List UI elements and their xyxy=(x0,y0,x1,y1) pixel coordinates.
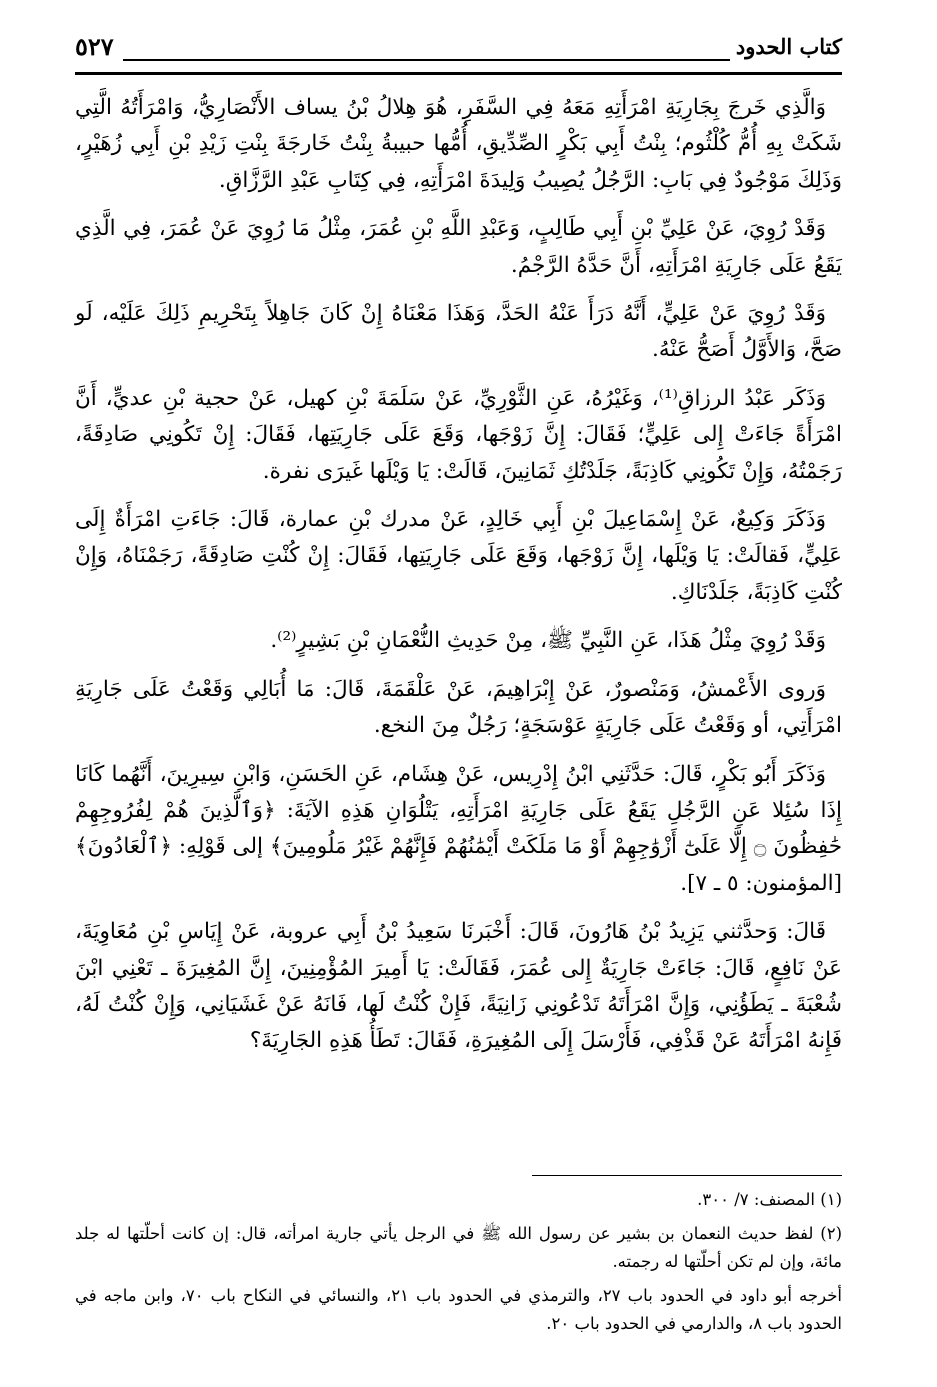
paragraph: وَذَكَر عَبْدُ الرزاقِ⁽¹⁾، وَغَيْرُهُ، عَنِ الثَّوْرِيِّ، عَنْ سَلَمَةَ بْنِ كهيل، عَنْ حجية بْنِ عديٍّ، أَنَّ امْرَأَةً جَاءَتْ إِلى عَلِيٍّ؛ فَقَالَ: إِنَّ زَوْجَها، وَقَعَ عَلَى جَارِيَتِها، فَقَالَ: إِنْ تَكُونِي صَادِقَةً، رَجَمْتُهُ، وَإِنْ تَكُونِي كَاذِبَةً، جَلَدْتُكِ ثَمَانِينَ، قَالَتْ: يَا وَيْلَها غَيرَى نفرة. xyxy=(75,385,842,484)
footnote-separator xyxy=(532,1175,842,1176)
footnote: (٢) لفظ حديث النعمان بن بشير عن رسول الله ﷺ في الرجل يأتي جارية امرأته، قال: إن كانت أحلّتها له جلد مائة، وإن لم تكن أحلّتها له رجمته. xyxy=(75,1224,842,1271)
paragraph: وَروى الأَعْمشُ، وَمَنْصورٌ، عَنْ إِبْرَاهِيمَ، عَنْ عَلْقَمَةَ، قَالَ: مَا أُبَالِي وَقَعْتُ عَلَى جَارِيَةِ امْرَأَتِي، أو وَقَعْتُ عَلَى جَارِيَةٍ عَوْسَجَةٍ؛ رَجُلٌ مِنَ النخع. xyxy=(75,676,842,739)
header-leader-line xyxy=(123,59,730,61)
paragraph: قَالَ: وَحدَّثني يَزِيدُ بْنُ هَارُونَ، قَالَ: أَخْبَرنَا سَعِيدُ بْنُ أَبِي عروبة، عَنْ إِيَاسِ بْنِ مُعَاوِيَةَ، عَنْ نَافِعٍ، قَالَ: جَاءَتْ جَارِيَةٌ إِلى عُمَرَ، فَقَالَتْ: يَا أَمِيرَ المُؤْمِنِينَ، إِنَّ المُغِيرَةَ ـ تَعْنِي ابْنَ شُعْبَةَ ـ يَطَؤُنِي، وَإِنَّ امْرَأَتَهُ تَدْعُونِي زَانِيَةً، فَإِنْ كُنْتُ لَها، فَانَهُ عَنْ غَشَيَانِي، وَإِنْ كُنْتُ لَهُ، فَإِنهُ امْرَأَتَهُ عَنْ قَذْفِي، فَأَرْسَلَ إِلَى المُغِيرَةِ، فَقَالَ: تَطَأُ هَذِهِ الجَارِيَةَ؟ xyxy=(75,919,842,1054)
paragraph: وَقَدْ رُوِيَ مِثْلُ هَذَا، عَنِ النَّبِيِّ ﷺ، مِنْ حَدِيثِ النُّعْمَانِ بْنِ بَشِيرٍ⁽²⁾. xyxy=(270,628,826,654)
page-header xyxy=(75,30,842,70)
main-text xyxy=(75,90,842,1072)
paragraph: وَالَّذِي خَرجَ بِجَارِيَةِ امْرَأَتِهِ مَعَهُ فِي السَّفَرِ، هُوَ هِلالُ بْنُ يساف الأَنْصَارِيُّ، وَامْرَأَتُهُ الَّتِي شَكَتْ بِهِ أُمُّ كُلْثُوم؛ بِنْتُ أَبِي بَكْرٍ الصِّدِّيقِ، أُمُّها حبيبةُ بِنْتُ خَارجَةَ بِنْتِ زَيْدِ بْنِ أَبِي زُهَيْرٍ، وَذَلِكَ مَوْجُودٌ فِي بَابِ: الرَّجُلُ يُصِيبُ وَلِيدَةَ امْرَأَتِهِ، فِي كِتَابِ عَبْدِ الرَّزَّاقِ. xyxy=(75,95,842,193)
running-title: كتاب الحدود xyxy=(735,34,842,59)
footnote: (١) المصنف: ٧/ ٣٠٠. xyxy=(697,1190,842,1209)
footnotes xyxy=(75,1186,842,1344)
paragraph: وَقَدْ رُوِيَ عَنْ عَلِيٍّ، أَنَّهُ دَرَأَ عَنْهُ الحَدَّ، وَهَذَا مَعْنَاهُ إِنْ كَانَ جَاهِلاً بِتَحْرِيمِ ذَلِكَ عَلَيْه، لَو صَحَّ، وَالأَوَّلُ أَصَحُّ عَنْهُ. xyxy=(75,301,842,363)
footnote: أخرجه أبو داود في الحدود باب ٢٧، والترمذي في الحدود باب ٢١، والنسائي في النكاح باب ٧٠، وابن ماجه في الحدود باب ٨، والدارمي في الحدود باب ٢٠. xyxy=(75,1286,842,1333)
header-rule xyxy=(75,72,842,75)
paragraph: وَذَكَرَ أَبُو بَكْرٍ، قَالَ: حَدَّثَنِي ابْنُ إِدْرِيس، عَنْ هِشَام، عَنِ الحَسَنِ، وَابْنِ سِيرِينَ، أَنَّهُما كَانَا إِذَا سُئِلا عَنِ الرَّجُلِ يَقَعُ عَلَى جَارِيَةِ امْرَأَتِهِ، يَتْلُوَانِ هَذِهِ الآيَةَ: ﴿وَٱلَّذِينَ هُمْ لِفُرُوجِهِمْ حَٰفِظُونَ ۝ إِلَّا عَلَىٰٓ أَزْوَٰجِهِمْ أَوْ مَا مَلَكَتْ أَيْمَٰنُهُمْ فَإِنَّهُمْ غَيْرُ مَلُومِينَ﴾ إلى قَوْلِهِ: ﴿ٱلْعَادُونَ﴾ [المؤمنون: ٥ ـ ٧]. xyxy=(75,761,842,896)
paragraph: وَذَكَرَ وَكِيعٌ، عَنْ إِسْمَاعِيلَ بْنِ أَبِي خَالِدٍ، عَنْ مدرك بْنِ عمارة، قَالَ: جَاءَتِ امْرَأَةٌ إِلَى عَلِيٍّ، فَقالَتْ: يَا وَيْلَها، إِنَّ زَوْجَها، وَقَعَ عَلَى جَارِيَتِها، فَقَالَ: إِنْ كُنْتِ صَادِقَةً، رَجَمْنَاهُ، وَإِنْ كُنْتِ كَاذِبَةً، جَلَدْنَاكِ. xyxy=(75,507,842,605)
paragraph: وَقَدْ رُوِيَ، عَنْ عَلِيِّ بْنِ أَبِي طَالِبٍ، وَعَبْدِ اللَّهِ بْنِ عُمَرَ، مِثْلُ مَا رُوِيَ عَنْ عُمَرَ، فِي الَّذِي يَقَعُ عَلَى جَارِيَةِ امْرَأَتِهِ، أَنَّ حَدَّهُ الرَّجْمُ. xyxy=(75,216,842,278)
page-number: ٥٢٧ xyxy=(75,32,114,61)
